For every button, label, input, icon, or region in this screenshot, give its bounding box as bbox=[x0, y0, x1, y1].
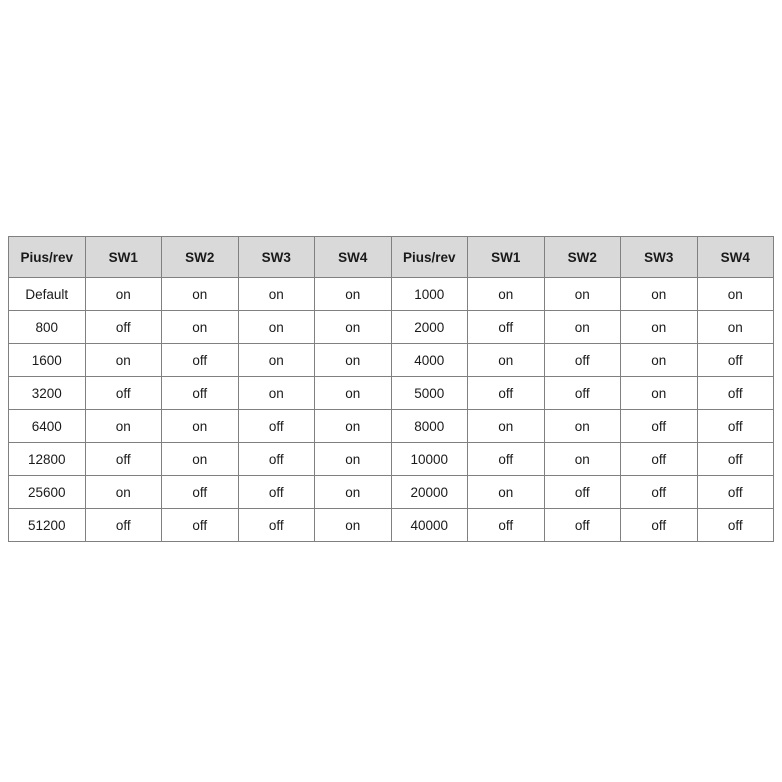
switch-state-cell: on bbox=[697, 311, 774, 344]
switch-state-cell: on bbox=[697, 278, 774, 311]
switch-state-cell: on bbox=[238, 278, 315, 311]
switch-state-cell: on bbox=[621, 344, 698, 377]
dip-switch-table bbox=[8, 236, 774, 542]
switch-state-cell: off bbox=[162, 377, 239, 410]
switch-state-cell: on bbox=[315, 377, 392, 410]
switch-state-cell: on bbox=[85, 410, 162, 443]
switch-state-cell: off bbox=[621, 476, 698, 509]
switch-state-cell: on bbox=[85, 476, 162, 509]
switch-state-cell: on bbox=[162, 311, 239, 344]
pulse-rev-cell: Default bbox=[9, 278, 86, 311]
switch-state-cell: on bbox=[85, 278, 162, 311]
pulse-rev-cell: 4000 bbox=[391, 344, 468, 377]
pulse-rev-cell: 10000 bbox=[391, 443, 468, 476]
switch-state-cell: off bbox=[544, 377, 621, 410]
switch-state-cell: off bbox=[697, 344, 774, 377]
switch-state-cell: off bbox=[697, 410, 774, 443]
pulse-rev-cell: 51200 bbox=[9, 509, 86, 542]
switch-state-cell: off bbox=[162, 476, 239, 509]
header-cell: SW3 bbox=[238, 237, 315, 278]
pulse-rev-cell: 2000 bbox=[391, 311, 468, 344]
switch-state-cell: on bbox=[468, 476, 545, 509]
switch-state-cell: on bbox=[162, 410, 239, 443]
switch-state-cell: off bbox=[544, 509, 621, 542]
header-row bbox=[9, 237, 774, 278]
header-cell: SW2 bbox=[544, 237, 621, 278]
switch-state-cell: on bbox=[315, 311, 392, 344]
switch-state-cell: off bbox=[468, 377, 545, 410]
switch-state-cell: off bbox=[697, 377, 774, 410]
header-cell: SW4 bbox=[315, 237, 392, 278]
switch-state-cell: on bbox=[544, 410, 621, 443]
switch-state-cell: on bbox=[162, 278, 239, 311]
switch-state-cell: off bbox=[238, 443, 315, 476]
switch-state-cell: off bbox=[697, 443, 774, 476]
table-row bbox=[9, 443, 774, 476]
switch-state-cell: off bbox=[238, 476, 315, 509]
pulse-rev-cell: 1600 bbox=[9, 344, 86, 377]
pulse-rev-cell: 6400 bbox=[9, 410, 86, 443]
header-cell: SW1 bbox=[468, 237, 545, 278]
switch-state-cell: off bbox=[621, 509, 698, 542]
switch-state-cell: on bbox=[315, 509, 392, 542]
switch-state-cell: on bbox=[315, 410, 392, 443]
switch-state-cell: on bbox=[315, 443, 392, 476]
table-row bbox=[9, 509, 774, 542]
switch-state-cell: off bbox=[697, 509, 774, 542]
switch-state-cell: on bbox=[621, 278, 698, 311]
switch-state-cell: off bbox=[468, 443, 545, 476]
pulse-rev-cell: 5000 bbox=[391, 377, 468, 410]
switch-state-cell: on bbox=[238, 344, 315, 377]
table-row bbox=[9, 278, 774, 311]
table-row bbox=[9, 476, 774, 509]
switch-state-cell: off bbox=[544, 476, 621, 509]
switch-state-cell: on bbox=[315, 476, 392, 509]
pulse-rev-cell: 8000 bbox=[391, 410, 468, 443]
switch-state-cell: on bbox=[315, 278, 392, 311]
header-cell: SW3 bbox=[621, 237, 698, 278]
switch-state-cell: off bbox=[85, 377, 162, 410]
pulse-rev-cell: 800 bbox=[9, 311, 86, 344]
switch-state-cell: on bbox=[621, 377, 698, 410]
pulse-rev-cell: 25600 bbox=[9, 476, 86, 509]
switch-state-cell: off bbox=[238, 509, 315, 542]
header-cell: SW4 bbox=[697, 237, 774, 278]
switch-state-cell: off bbox=[621, 443, 698, 476]
switch-state-cell: on bbox=[544, 278, 621, 311]
switch-state-cell: off bbox=[162, 509, 239, 542]
switch-state-cell: off bbox=[468, 509, 545, 542]
pulse-rev-cell: 20000 bbox=[391, 476, 468, 509]
switch-state-cell: off bbox=[697, 476, 774, 509]
switch-state-cell: on bbox=[468, 278, 545, 311]
switch-state-cell: on bbox=[315, 344, 392, 377]
table-body bbox=[9, 278, 774, 542]
switch-state-cell: on bbox=[544, 443, 621, 476]
table-row bbox=[9, 311, 774, 344]
switch-state-cell: on bbox=[468, 410, 545, 443]
pulse-rev-cell: 40000 bbox=[391, 509, 468, 542]
pulse-rev-cell: 1000 bbox=[391, 278, 468, 311]
switch-state-cell: off bbox=[238, 410, 315, 443]
switch-state-cell: on bbox=[544, 311, 621, 344]
switch-state-cell: on bbox=[85, 344, 162, 377]
switch-state-cell: on bbox=[162, 443, 239, 476]
table-row bbox=[9, 344, 774, 377]
table-row bbox=[9, 410, 774, 443]
header-cell: Pius/rev bbox=[391, 237, 468, 278]
header-cell: SW2 bbox=[162, 237, 239, 278]
switch-state-cell: off bbox=[85, 443, 162, 476]
switch-state-cell: on bbox=[621, 311, 698, 344]
switch-state-cell: on bbox=[238, 377, 315, 410]
switch-state-cell: off bbox=[85, 311, 162, 344]
header-cell: Pius/rev bbox=[9, 237, 86, 278]
pulse-rev-cell: 12800 bbox=[9, 443, 86, 476]
switch-state-cell: off bbox=[162, 344, 239, 377]
header-cell: SW1 bbox=[85, 237, 162, 278]
switch-state-cell: off bbox=[85, 509, 162, 542]
table-row bbox=[9, 377, 774, 410]
switch-state-cell: on bbox=[468, 344, 545, 377]
switch-state-cell: off bbox=[621, 410, 698, 443]
switch-state-cell: off bbox=[468, 311, 545, 344]
switch-state-cell: off bbox=[544, 344, 621, 377]
table-header bbox=[9, 237, 774, 278]
switch-state-cell: on bbox=[238, 311, 315, 344]
pulse-rev-cell: 3200 bbox=[9, 377, 86, 410]
